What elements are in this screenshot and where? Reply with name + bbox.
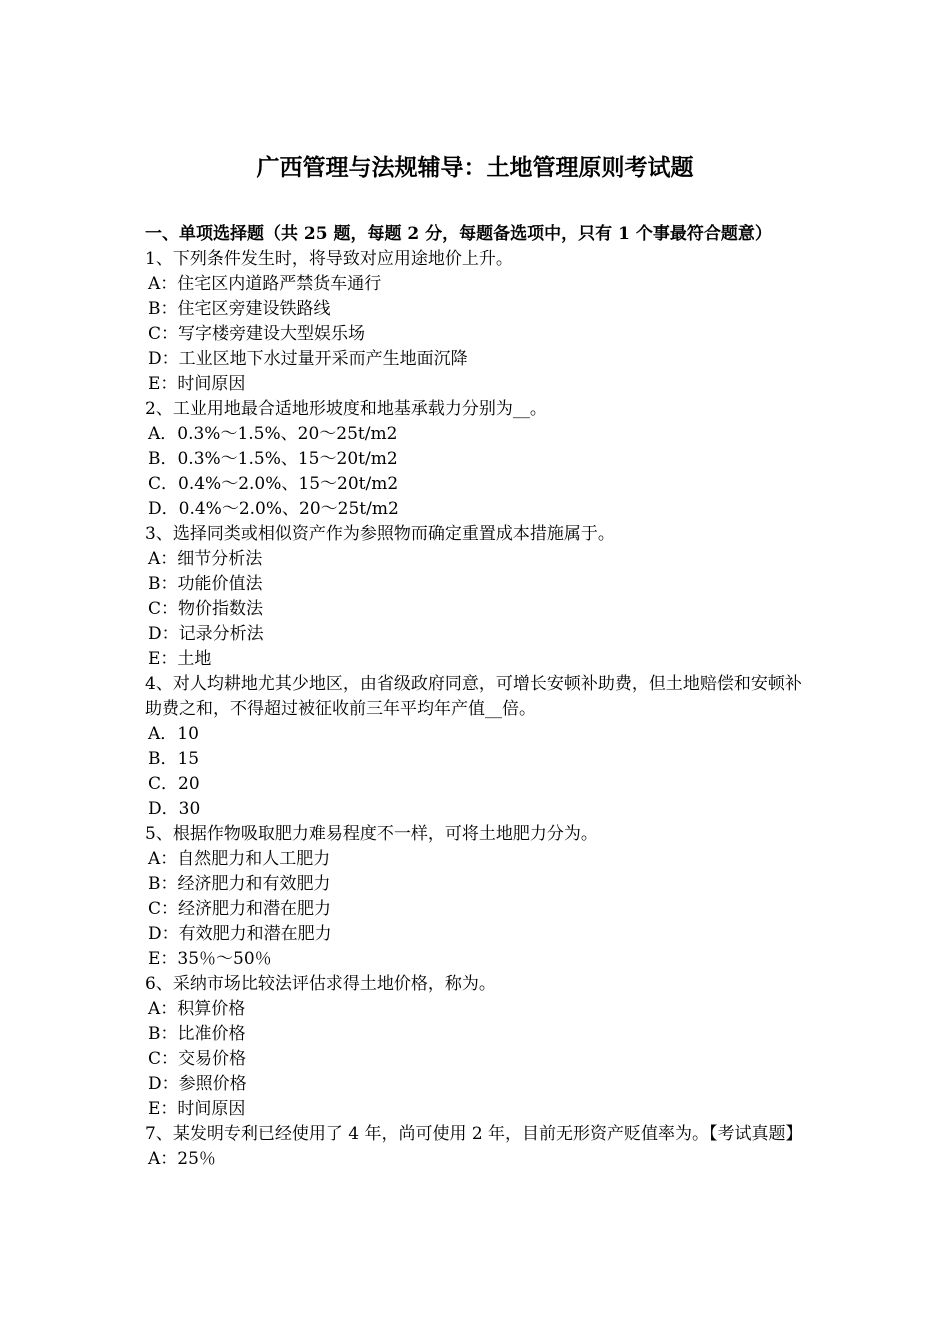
- option-b: B：经济肥力和有效肥力: [148, 874, 331, 894]
- option-d: D：记录分析法: [148, 624, 264, 644]
- option-c: C：写字楼旁建设大型娱乐场: [148, 324, 366, 344]
- option-b: B：住宅区旁建设铁路线: [148, 299, 331, 319]
- option-c: C：交易价格: [148, 1049, 247, 1069]
- option-d: D．30: [148, 799, 201, 819]
- option-c: C：经济肥力和潜在肥力: [148, 899, 332, 919]
- option-d: D：工业区地下水过量开采而产生地面沉降: [148, 349, 468, 369]
- question-stem: 5、根据作物吸取肥力难易程度不一样，可将土地肥力分为。: [145, 824, 598, 844]
- question-7: [145, 1122, 810, 1172]
- question-stem: 2、工业用地最合适地形坡度和地基承载力分别为__。: [145, 399, 547, 419]
- option-a: A：自然肥力和人工肥力: [148, 849, 331, 869]
- question-stem: 3、选择同类或相似资产作为参照物而确定重置成本措施属于。: [145, 524, 615, 544]
- question-6: [145, 972, 810, 1122]
- question-stem: 4、对人均耕地尤其少地区，由省级政府同意，可增长安顿补助费，但土地赔偿和安顿补助费之和，不得超过被征收前三年平均年产值__倍。: [145, 674, 802, 719]
- document-body: [145, 222, 810, 1172]
- question-stem: 7、某发明专利已经使用了 4 年，尚可使用 2 年，目前无形资产贬值率为。【考试真题】: [145, 1124, 803, 1144]
- option-a: A：细节分析法: [148, 549, 263, 569]
- option-a: A：住宅区内道路严禁货车通行: [148, 274, 382, 294]
- option-b: B．0.3%～1.5%、15～20t/m2: [148, 449, 398, 469]
- option-b: B．15: [148, 749, 200, 769]
- section-heading: 一、单项选择题（共 25 题，每题 2 分，每题备选项中，只有 1 个事最符合题意）: [145, 224, 772, 244]
- option-b: B：比准价格: [148, 1024, 246, 1044]
- option-a: A．10: [148, 724, 199, 744]
- option-d: D．0.4%～2.0%、20～25t/m2: [148, 499, 399, 519]
- option-a: A：积算价格: [148, 999, 246, 1019]
- question-4: [145, 672, 810, 822]
- option-b: B：功能价值法: [148, 574, 263, 594]
- option-d: D：参照价格: [148, 1074, 247, 1094]
- option-c: C．0.4%～2.0%、15～20t/m2: [148, 474, 399, 494]
- page-title: 广西管理与法规辅导：土地管理原则考试题: [256, 154, 694, 181]
- option-e: E：时间原因: [148, 374, 246, 394]
- option-c: C．20: [148, 774, 200, 794]
- option-e: E：35％～50％: [148, 949, 272, 969]
- option-c: C：物价指数法: [148, 599, 264, 619]
- option-a: A．0.3%～1.5%、20～25t/m2: [148, 424, 398, 444]
- question-stem: 1、下列条件发生时，将导致对应用途地价上升。: [145, 249, 513, 269]
- question-2: [145, 397, 810, 522]
- question-stem: 6、采纳市场比较法评估求得土地价格，称为。: [145, 974, 496, 994]
- option-e: E：土地: [148, 649, 212, 669]
- question-5: [145, 822, 810, 972]
- question-3: [145, 522, 810, 672]
- option-d: D：有效肥力和潜在肥力: [148, 924, 332, 944]
- option-e: E：时间原因: [148, 1099, 246, 1119]
- option-a: A：25％: [148, 1149, 216, 1169]
- question-1: [145, 247, 810, 397]
